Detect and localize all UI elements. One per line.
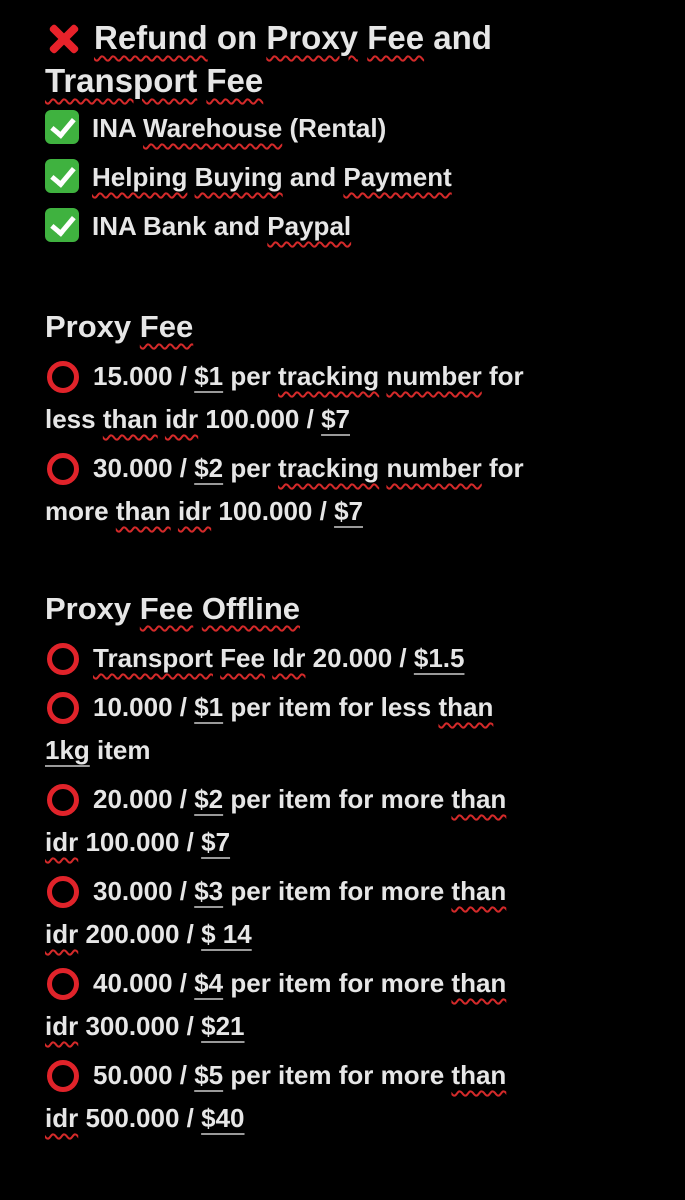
offline-item-200k: 30.000 / $3 per item for more than bbox=[45, 870, 665, 913]
check-item-bank: INA Bank and Paypal bbox=[45, 205, 665, 247]
hollow-red-circle-icon bbox=[45, 1058, 80, 1093]
hollow-red-circle-icon bbox=[45, 451, 80, 486]
offline-item-1kg-cont: 1kg item bbox=[45, 735, 151, 765]
proxy-fee-item-2: 30.000 / $2 per tracking number for bbox=[45, 447, 665, 490]
offline-item-300k: 40.000 / $4 per item for more than bbox=[45, 962, 665, 1005]
proxy-fee-item-1: 15.000 / $1 per tracking number for bbox=[45, 355, 665, 398]
title-line-2 bbox=[45, 59, 665, 102]
offline-item-300k-cont: idr 300.000 / $21 bbox=[45, 1011, 245, 1041]
offline-item-1kg: 10.000 / $1 per item for less than bbox=[45, 686, 665, 729]
section-heading-proxy-fee-offline: Proxy Fee Offline bbox=[45, 591, 301, 626]
check-mark-box-icon bbox=[45, 208, 79, 242]
offline-item-200k-cont: idr 200.000 / $ 14 bbox=[45, 919, 252, 949]
cross-mark-icon bbox=[45, 20, 81, 56]
check-item-buying: Helping Buying and Payment bbox=[45, 156, 665, 198]
title-text: Refund on Proxy Fee and bbox=[94, 19, 492, 56]
offline-item-500k-cont: idr 500.000 / $40 bbox=[45, 1103, 245, 1133]
hollow-red-circle-icon bbox=[45, 690, 80, 725]
offline-item-transport: Transport Fee Idr 20.000 / $1.5 bbox=[45, 637, 665, 680]
hollow-red-circle-icon bbox=[45, 359, 80, 394]
check-mark-box-icon bbox=[45, 110, 79, 144]
hollow-red-circle-icon bbox=[45, 782, 80, 817]
check-item-warehouse: INA Warehouse (Rental) bbox=[45, 107, 665, 149]
proxy-fee-item-1-cont: less than idr 100.000 / $7 bbox=[45, 404, 350, 434]
hollow-red-circle-icon bbox=[45, 966, 80, 1001]
title-text-2: Transport Fee bbox=[45, 62, 264, 99]
section-heading-proxy-fee: Proxy Fee bbox=[45, 309, 194, 344]
hollow-red-circle-icon bbox=[45, 874, 80, 909]
offline-item-100k-cont: idr 100.000 / $7 bbox=[45, 827, 231, 857]
offline-item-500k: 50.000 / $5 per item for more than bbox=[45, 1054, 665, 1097]
title-line bbox=[45, 16, 665, 59]
hollow-red-circle-icon bbox=[45, 641, 80, 676]
check-mark-box-icon bbox=[45, 159, 79, 193]
offline-item-100k: 20.000 / $2 per item for more than bbox=[45, 778, 665, 821]
proxy-fee-item-2-cont: more than idr 100.000 / $7 bbox=[45, 496, 363, 526]
